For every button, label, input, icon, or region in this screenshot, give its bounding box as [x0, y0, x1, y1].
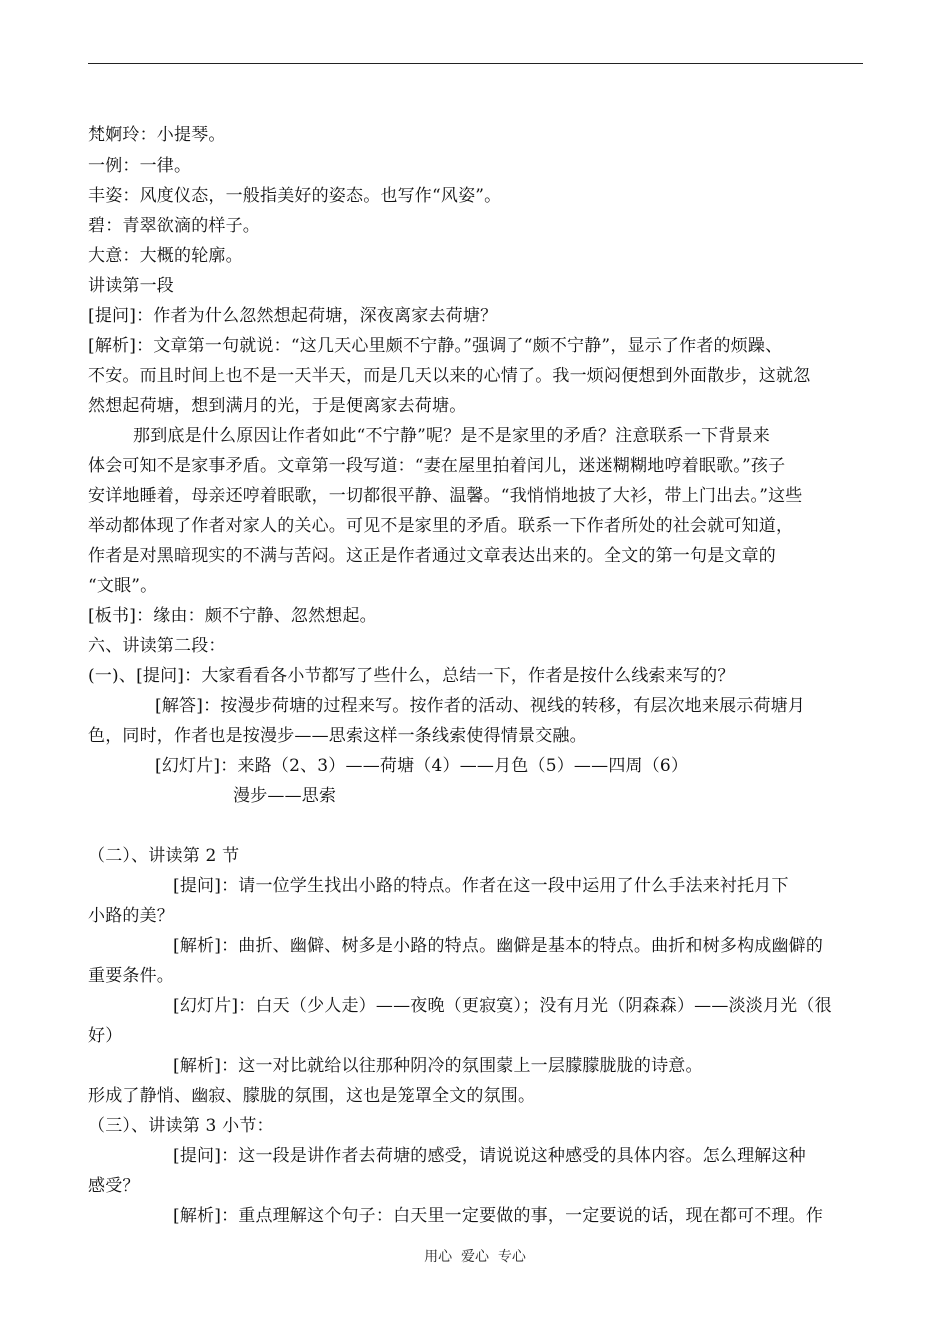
text-line: 漫步——思索 — [233, 786, 337, 806]
text-line: (一)、[提问]：大家看看各小节都写了些什么，总结一下，作者是按什么线索来写的？ — [88, 666, 735, 686]
text-line: [解析]：重点理解这个句子：白天里一定要做的事，一定要说的话，现在都可不理。作 — [173, 1206, 824, 1226]
section-heading: （三）、讲读第 3 小节： — [88, 1116, 274, 1136]
text-line: 丰姿：风度仪态，一般指美好的姿态。也写作“风姿”。 — [88, 186, 502, 206]
section-heading: 六、讲读第二段： — [88, 636, 226, 656]
text-line: 梵婀玲：小提琴。 — [88, 125, 226, 145]
text-line: “文眼”。 — [88, 576, 158, 596]
text-line: [幻灯片]：来路（2、3）——荷塘（4）——月色（5）——四周（6） — [155, 756, 689, 776]
page-footer: 用心 爱心 专心 — [424, 1249, 526, 1265]
text-line: 碧：青翠欲滴的样子。 — [88, 216, 260, 236]
text-line: [幻灯片]：白天（少人走）——夜晚（更寂寞）；没有月光（阴森森）——淡淡月光（很 — [173, 996, 832, 1016]
text-line: [板书]：缘由：颇不宁静、忽然想起。 — [88, 606, 377, 626]
text-line: 色，同时，作者也是按漫步——思索这样一条线索使得情景交融。 — [88, 726, 587, 746]
text-line: 安详地睡着，母亲还哼着眠歌，一切都很平静、温馨。“我悄悄地披了大衫，带上门出去。”这些 — [88, 486, 803, 506]
text-line: 作者是对黑暗现实的不满与苦闷。这正是作者通过文章表达出来的。全文的第一句是文章的 — [88, 546, 776, 566]
text-line: [解析]：曲折、幽僻、树多是小路的特点。幽僻是基本的特点。曲折和树多构成幽僻的 — [173, 936, 824, 956]
text-line: [提问]：作者为什么忽然想起荷塘，深夜离家去荷塘？ — [88, 306, 498, 326]
header-rule — [88, 63, 863, 64]
text-line: [解答]：按漫步荷塘的过程来写。按作者的活动、视线的转移，有层次地来展示荷塘月 — [155, 696, 806, 716]
text-line: 重要条件。 — [88, 966, 174, 986]
text-line: 感受？ — [88, 1176, 140, 1196]
text-line: 体会可知不是家事矛盾。文章第一段写道：“妻在屋里拍着闰儿，迷迷糊糊地哼着眠歌。”孩子 — [88, 456, 786, 476]
text-line: 那到底是什么原因让作者如此“不宁静”呢？是不是家里的矛盾？注意联系一下背景来 — [133, 426, 770, 446]
text-line: [提问]：请一位学生找出小路的特点。作者在这一段中运用了什么手法来衬托月下 — [173, 876, 789, 896]
text-line: 好） — [88, 1026, 123, 1046]
text-line: 大意：大概的轮廓。 — [88, 246, 243, 266]
section-heading: （二）、讲读第 2 节 — [88, 846, 240, 866]
text-line: 不安。而且时间上也不是一天半天，而是几天以来的心情了。我一烦闷便想到外面散步，这就忽 — [88, 366, 811, 386]
text-line: [提问]：这一段是讲作者去荷塘的感受，请说说这种感受的具体内容。怎么理解这种 — [173, 1146, 806, 1166]
text-line: 举动都体现了作者对家人的关心。可见不是家里的矛盾。联系一下作者所处的社会就可知道， — [88, 516, 794, 536]
text-line: [解析]：文章第一句就说：“这几天心里颇不宁静。”强调了“颇不宁静”，显示了作者的烦躁、 — [88, 336, 783, 356]
text-line: 一例：一律。 — [88, 156, 192, 176]
text-line: 小路的美？ — [88, 906, 174, 926]
section-heading: 讲读第一段 — [88, 276, 174, 296]
text-line: 然想起荷塘，想到满月的光，于是便离家去荷塘。 — [88, 396, 467, 416]
text-line: 形成了静悄、幽寂、朦胧的氛围，这也是笼罩全文的氛围。 — [88, 1086, 536, 1106]
text-line: [解析]：这一对比就给以往那种阴冷的氛围蒙上一层朦朦胧胧的诗意。 — [173, 1056, 703, 1076]
